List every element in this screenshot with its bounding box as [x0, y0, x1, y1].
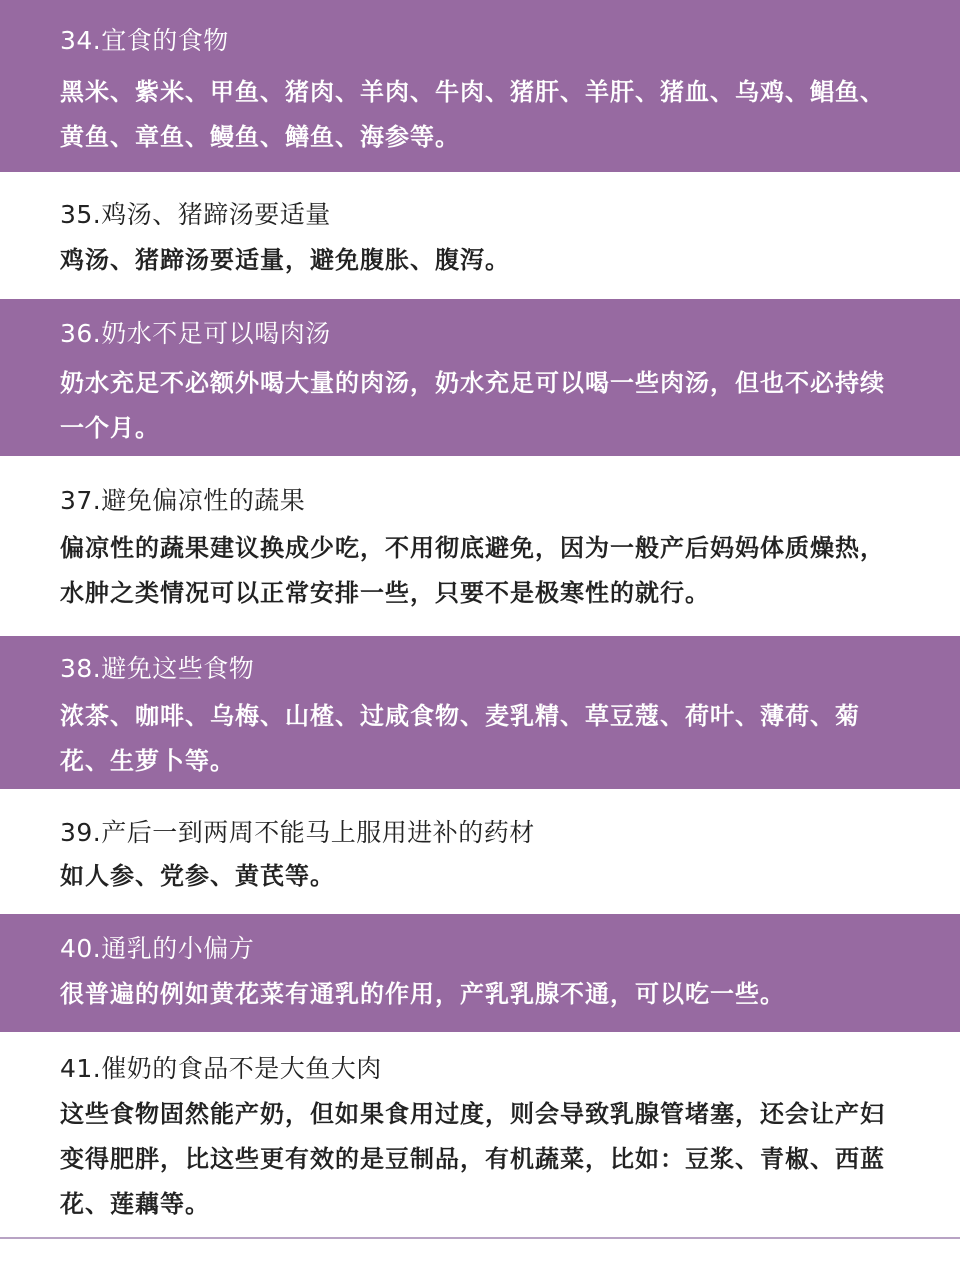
tip-section-38 [0, 636, 960, 789]
tip-title: 41.催奶的食品不是大鱼大肉 [60, 1054, 382, 1083]
tip-section-35 [0, 172, 960, 299]
tip-body: 这些食物固然能产奶，但如果食用过度，则会导致乳腺管堵塞，还会让产妇变得肥胖，比这些更有效的是豆制品，有机蔬菜，比如：豆浆、青椒、西蓝花、莲藕等。 [60, 1100, 885, 1218]
tip-body: 黑米、紫米、甲鱼、猪肉、羊肉、牛肉、猪肝、羊肝、猪血、乌鸡、鲳鱼、黄鱼、章鱼、鳗鱼、鳝鱼、海参等。 [60, 78, 885, 151]
tip-title: 40.通乳的小偏方 [60, 934, 255, 963]
tip-body: 偏凉性的蔬果建议换成少吃，不用彻底避免，因为一般产后妈妈体质燥热，水肿之类情况可以正常安排一些，只要不是极寒性的就行。 [60, 534, 885, 607]
tip-body: 奶水充足不必额外喝大量的肉汤，奶水充足可以喝一些肉汤，但也不必持续一个月。 [60, 369, 885, 442]
tip-title: 36.奶水不足可以喝肉汤 [60, 319, 331, 348]
bottom-divider [0, 1237, 960, 1239]
tip-section-37 [0, 456, 960, 636]
tip-section-34 [0, 0, 960, 172]
tip-title: 34.宜食的食物 [60, 26, 229, 55]
tip-section-40 [0, 914, 960, 1032]
tip-title: 38.避免这些食物 [60, 654, 255, 683]
tip-body: 如人参、党参、黄芪等。 [60, 862, 335, 890]
tip-title: 39.产后一到两周不能马上服用进补的药材 [60, 818, 535, 847]
tip-section-41 [0, 1032, 960, 1237]
tip-body: 浓茶、咖啡、乌梅、山楂、过咸食物、麦乳精、草豆蔻、荷叶、薄荷、菊花、生萝卜等。 [60, 702, 860, 775]
tip-body: 鸡汤、猪蹄汤要适量，避免腹胀、腹泻。 [60, 246, 510, 274]
tip-title: 35.鸡汤、猪蹄汤要适量 [60, 200, 331, 229]
tip-section-39 [0, 789, 960, 914]
tip-section-36 [0, 299, 960, 456]
tip-body: 很普遍的例如黄花菜有通乳的作用，产乳乳腺不通，可以吃一些。 [60, 980, 785, 1008]
tip-title: 37.避免偏凉性的蔬果 [60, 486, 306, 515]
